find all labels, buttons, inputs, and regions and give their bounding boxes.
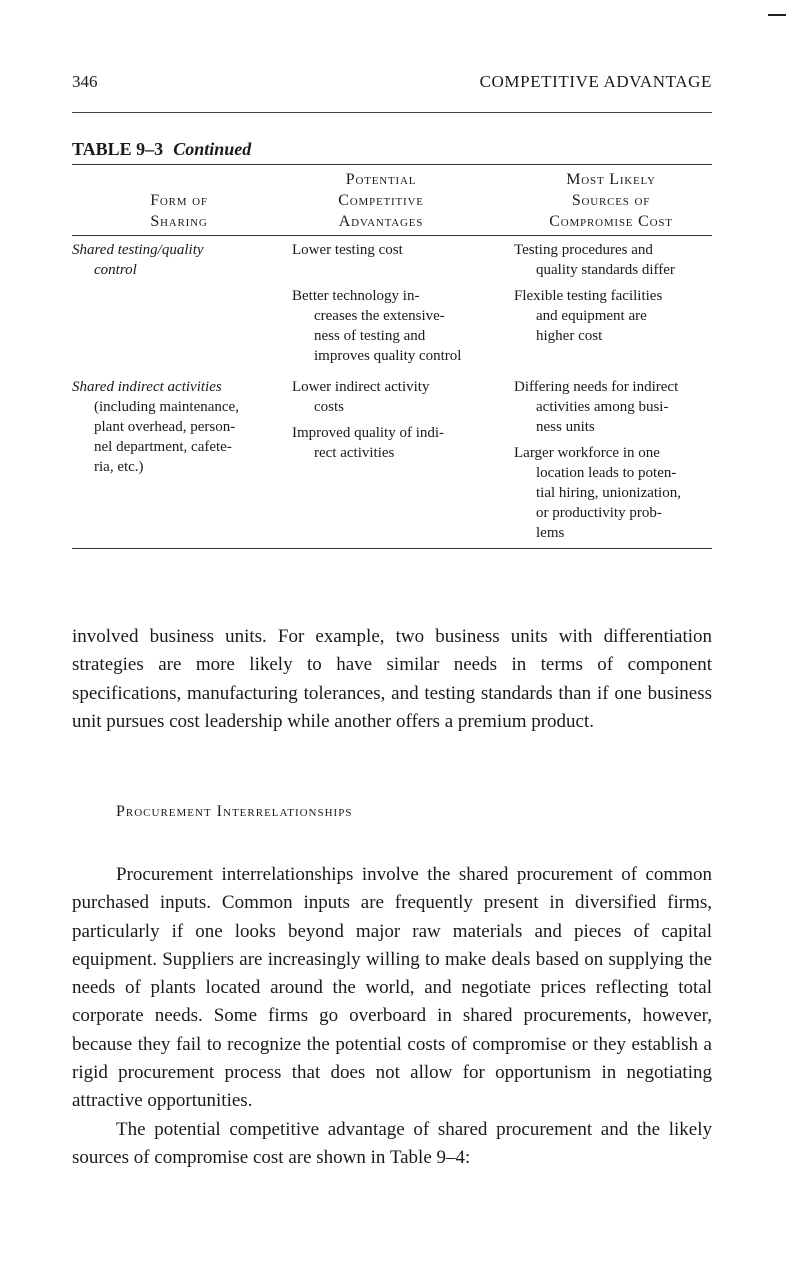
header-line: Sharing bbox=[150, 213, 208, 230]
cost-line: Differing needs for indirect bbox=[514, 379, 679, 395]
cost-line: lems bbox=[536, 525, 565, 541]
table-number: TABLE 9–3 bbox=[72, 139, 164, 159]
advantage-entry bbox=[292, 286, 492, 366]
cost-line: location leads to poten- bbox=[536, 465, 677, 481]
paragraph-text: The potential competitive advantage of shared procurement and the likely sources of compromise cost are shown in Table 9–4: bbox=[72, 1118, 712, 1168]
advantage-line: ness of testing and bbox=[314, 328, 426, 344]
header-line: Most Likely bbox=[566, 171, 656, 188]
table-row-2-form bbox=[72, 377, 282, 477]
table-row-1-form bbox=[72, 240, 282, 280]
cost-entry bbox=[514, 377, 714, 437]
cost-line: Testing procedures and bbox=[514, 242, 653, 258]
form-line: (including maintenance, bbox=[94, 399, 239, 415]
advantage-line: Better technology in- bbox=[292, 288, 420, 304]
running-head bbox=[72, 72, 712, 96]
cost-line: ness units bbox=[536, 419, 595, 435]
cost-line: tial hiring, unionization, bbox=[536, 485, 681, 501]
cost-line: Flexible testing facilities bbox=[514, 288, 663, 304]
advantage-entry bbox=[292, 240, 492, 260]
column-header-potential-advantages bbox=[290, 169, 472, 232]
table-row-1-advantages bbox=[292, 240, 492, 366]
table-header-rule bbox=[72, 235, 712, 236]
form-line: control bbox=[94, 262, 137, 278]
header-line: Form of bbox=[150, 192, 208, 209]
column-header-compromise-cost bbox=[508, 169, 714, 232]
page-number: 346 bbox=[72, 72, 98, 91]
cost-line: quality standards differ bbox=[536, 262, 675, 278]
advantage-line: Lower testing cost bbox=[292, 242, 403, 258]
cost-line: Larger workforce in one bbox=[514, 445, 660, 461]
form-line: plant overhead, person- bbox=[94, 419, 236, 435]
running-title: COMPETITIVE ADVANTAGE bbox=[479, 72, 712, 91]
form-line: Shared indirect activities bbox=[72, 379, 222, 395]
form-entry bbox=[72, 377, 282, 477]
cost-entry bbox=[514, 240, 714, 280]
form-entry bbox=[72, 240, 282, 280]
header-line: Potential bbox=[345, 171, 417, 188]
header-line: Advantages bbox=[338, 213, 424, 230]
cost-line: higher cost bbox=[536, 328, 603, 344]
paragraph-text: Procurement interrelationships involve the shared procurement of common purchased inputs. Common inputs are frequently present in diversified firms, particularly if one looks beyond major raw materials and pieces of capital equipment. Suppliers are increasingly willing to make deals based on supplying the needs of plants located around the world, and negotiate prices reflecting total corporate needs. Some firms go overboard in shared procurements, however, because they fail to recognize the potential costs of compromise or they establish a rigid procurement process that does not allow for opportunism in negotiating attractive opportunities. bbox=[72, 864, 712, 1112]
advantage-entry bbox=[292, 423, 492, 463]
table-top-rule bbox=[72, 164, 712, 165]
form-line: ria, etc.) bbox=[94, 459, 144, 475]
advantage-line: Improved quality of indi- bbox=[292, 425, 445, 441]
advantage-line: creases the extensive- bbox=[314, 308, 445, 324]
corner-mark bbox=[768, 14, 786, 16]
table-row-2-advantages bbox=[292, 377, 492, 463]
advantage-line: costs bbox=[314, 399, 344, 415]
advantage-line: rect activities bbox=[314, 445, 395, 461]
form-line: nel department, cafete- bbox=[94, 439, 232, 455]
header-line: Competitive bbox=[338, 192, 424, 209]
cost-entry bbox=[514, 286, 714, 346]
header-line: Compromise Cost bbox=[549, 213, 673, 230]
form-line: Shared testing/quality bbox=[72, 242, 204, 258]
table-row-1-costs bbox=[514, 240, 714, 346]
advantage-entry bbox=[292, 377, 492, 417]
header-rule bbox=[72, 112, 712, 113]
header-line: Sources of bbox=[571, 192, 651, 209]
cost-line: and equipment are bbox=[536, 308, 647, 324]
table-continued-label: Continued bbox=[173, 139, 252, 159]
table-bottom-rule bbox=[72, 548, 712, 549]
section-heading: Procurement Interrelationships bbox=[116, 803, 353, 820]
cost-line: or productivity prob- bbox=[536, 505, 662, 521]
advantage-line: improves quality control bbox=[314, 348, 462, 364]
table-row-2-costs bbox=[514, 377, 714, 543]
paragraph-text: involved business units. For example, two business units with differentiation strategies are more likely to have similar needs in terms of component specifications, manufacturing tolerances, and testing standards than if one business unit pursues cost leadership while another offers a premium product. bbox=[72, 626, 712, 732]
body-paragraph-continuation bbox=[72, 623, 712, 736]
advantage-line: Lower indirect activity bbox=[292, 379, 430, 395]
table-caption bbox=[72, 139, 251, 160]
body-paragraphs bbox=[72, 861, 712, 1172]
cost-line: activities among busi- bbox=[536, 399, 669, 415]
cost-entry bbox=[514, 443, 714, 543]
column-header-form-of-sharing bbox=[72, 169, 286, 232]
